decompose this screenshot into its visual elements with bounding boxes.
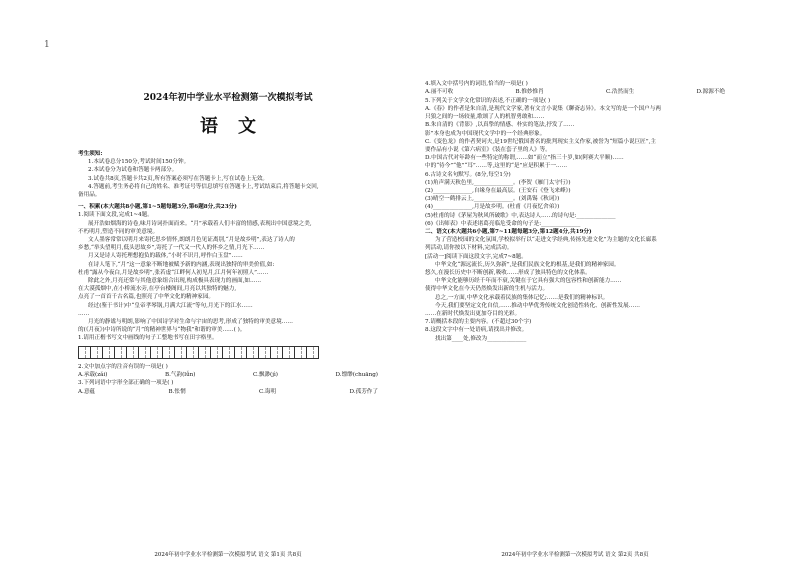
section2-heading: 二、语文(本大题共6小题,第7~11题每题3分,第12题4分,共19分) [425, 228, 592, 235]
activity-line: 中华文化“源远流长,历久弥新”,是我们民族文化的根基,是我们的精神家园。 [435, 261, 620, 268]
q6-blank[interactable]: (2)______________,自缘身在最高层。(王安石《登飞来峰》) [425, 187, 571, 194]
question-2: 2.文中加点字的注音有误的一项是( ) [78, 363, 168, 370]
notice-line: 3.试卷共8页,答题卡共2页,所有答案必须写在答题卡上,写在试卷上无效。 [88, 175, 269, 182]
section1-heading: 一、积累(本大题共8小题,第1~5题每题3分,第6题8分,共23分) [78, 204, 237, 211]
question-1: 1.请用正楷书写文中画线的句子工整地书写在田字格里。 [78, 335, 218, 342]
exam-title: 2024年初中学业水平检测第一次模拟考试 [143, 93, 313, 103]
q6-blank[interactable]: (5)杜甫的诗《茅屋为秋风所破歌》中,表达诗人……的诗句是:______________ [425, 212, 616, 219]
question-6: 6.古诗文名句默写。(8分,每空1分) [425, 171, 511, 178]
question-5: 5.下列关于文学文化常识的表述,不正确的一项是( ) [425, 97, 551, 104]
question-8: 8.这段文字中有一处语病,请找出并修改。 [425, 327, 528, 334]
q5-line: D.中国古代对年龄有一些特定的称谓,……如“而立”指三十岁,如(阿赛大平顺)…… [425, 155, 624, 162]
activity-intro: 列活动,请你按以下材料,完成活动。 [425, 245, 513, 252]
passage-line: 月又是诗人寄托理想抱负的载体,“小时不识月,呼作白玉盘”…… [88, 253, 243, 260]
option-d: D.孤芳作了 [349, 388, 378, 395]
q2-options [78, 371, 378, 380]
passage-line: 经过(鉴于书计)中“皇帝孝琴锅,月满大江流”等句,月光下的江水…… [88, 302, 253, 309]
notice-line: 2.本试卷分为试卷和答题卡两部分。 [88, 167, 178, 174]
option-c: C.飘渺(jì) [253, 371, 278, 378]
passage-line: 杜甫“露从今夜白,月是故乡明”,张若虚“江畔何人初见月,江月何年初照人”…… [78, 269, 269, 276]
option-d: D.缥缈(chuāng) [335, 371, 378, 378]
activity-line: ……在新时代焕发出更加夺目的光彩。 [425, 310, 521, 317]
question-7: 7.请概括本段的主要内容。(不超过30个字) [425, 319, 532, 326]
activity-heading: [活动一]阅读下面这段文字,完成7~8题。 [425, 253, 527, 260]
q8-answer-blank[interactable]: 找出第____处,修改为______________ [435, 335, 527, 342]
page-footer: 2024年初中学业水平检测第一次模拟考试 语文 第1页 共8页 [154, 552, 302, 558]
notice-heading: 考生须知: [78, 151, 103, 157]
passage-line: …… [78, 310, 90, 317]
q3-options [78, 388, 378, 397]
option-b: B.气韵(lǚn) [165, 371, 196, 378]
option-c: C.浩然而生 [606, 89, 635, 96]
passage-line: 在诗人笔下,“月”这一意象不断地被赋予新的内涵,表现出独特的审美价值,如: [88, 261, 275, 268]
passage-line: 除此之外,月亮还常与其他意象组合出现,构成极具表现力的画面,如…… [88, 278, 262, 285]
notice-line: 备用品。 [78, 192, 101, 199]
q5-line: 影”本身也成为中国现代文学中的一个经典形象。 [425, 130, 546, 137]
q5-line: B.朱自清的《背影》,以真挚的情感、朴实的笔法,抒发了…… [425, 122, 575, 129]
page-footer: 2024年初中学业水平检测第一次模拟考试 语文 第2页 共8页 [501, 552, 649, 558]
q5-line: A.《春》的作者是朱自清,是现代文学家,著有文言小说集《聊斋志异》。本文写的是一个国户与两 [425, 105, 661, 112]
activity-line: 使得中华文化在今天仍然焕发出新的生机与活力。 [425, 286, 549, 293]
activity-intro: 为了营造校园的文化氛围,学校拟举行以“走进文学经典,传扬先进文化”为主题的文化长廊系 [435, 237, 657, 244]
activity-line: 悠久,在漫长历史中不断创新,吸收……形成了独具特色的文化体系。 [425, 269, 591, 276]
passage-line: 不朽明月,塑造不同的审美意境。 [78, 228, 159, 235]
q5-line: 中的“待今”“他”“耳”……等,这里的“是”应是积累于一…… [425, 163, 568, 170]
option-a: A.承载(zǎi) [78, 371, 108, 378]
corner-mark: 1 [44, 40, 50, 50]
exam-page-left [78, 28, 378, 558]
notice-line: 1.本试卷总分150分,考试时间150分钟。 [88, 159, 190, 166]
exam-page-right [425, 28, 725, 558]
passage-line: 的(《月夜》)中诗所说的“月”的精神世界与“物我”和谐的审美……( )。 [78, 327, 246, 334]
q6-blank[interactable]: (4)______________,月是故乡明。(杜甫《月夜忆舍弟》) [425, 204, 560, 211]
q6-blank[interactable]: (6)《出师表》中表述诸葛亮临危受命的句子是:______________ [425, 220, 581, 227]
activity-line: 总之,一方面,中华文化承载着民族的集体记忆;……是我们的精神标识。 [435, 294, 609, 301]
passage-line: 展开浩如烟海的诗卷,味月诗词扑面而来。“月”承载着人们丰富的情感,表现出中国意境之美, [88, 220, 312, 227]
option-a: A.意蕴 [78, 388, 96, 395]
q6-blank[interactable]: (3)晴空一鹤排云上,______________。(刘禹锡《秋词》) [425, 196, 560, 203]
passage-line: 在大漠孤烟中,在小桥流水旁,在亭台楼阁间,月亮以其独特的魅力, [78, 286, 237, 293]
writing-grid[interactable] [78, 346, 378, 359]
option-b: B.惟妙惟肖 [515, 89, 544, 96]
q5-line: 只狼之间的一场较量,歌颂了人的机智勇敢和…… [425, 114, 545, 121]
passage-line: 点亮了一首首千古名篇,也照亮了中华文化的精神家园。 [78, 294, 215, 301]
q5-line: 要作品有小说《第六病室》《装在套子里的人》等。 [425, 146, 551, 153]
option-c: C.诲明 [259, 388, 277, 395]
reading-intro: 1.阅读下面文段,完成1~4题。 [78, 212, 153, 219]
q5-line: C.《变色龙》的作者契诃夫,是19世纪俄国著名的批判现实主义作家,被誉为“短篇小说巨匠”,主 [425, 138, 656, 145]
question-4: 4.填入文中括号内的词语,恰当的一项是( ) [425, 81, 528, 87]
activity-line: 今天,我们要坚定文化自信,……推动中华优秀传统文化创造性转化、创新性发展…… [435, 302, 640, 309]
q4-options [425, 88, 725, 97]
passage-line: 文人墨客常常以明月来寄托思乡情怀,朗朗月色见证离别,“月是故乡明”,表达了诗人的 [88, 237, 295, 244]
notice-line: 4.答题前,考生务必将自己的姓名、准考证号等信息填写在答题卡上,考试结束后,将答题卡交回, [88, 183, 319, 190]
subject-title: 语文 [200, 116, 276, 137]
activity-line: 中华文化能够历经千年而不衰,关键在于它具有强大的包容性和创新能力…… [435, 278, 622, 285]
passage-line: 乡愁,“举头望明月,低头思故乡”,寄托了一代又一代人的怀乡之情,月光下…… [78, 245, 265, 252]
option-d: D.源源不绝 [696, 89, 725, 96]
option-b: B.怅惘 [168, 388, 186, 395]
option-a: A.丽不可收 [425, 89, 454, 96]
passage-line: 月光的静谧与明朗,影响了中国诗学对生命与宇宙的思考,形成了独特的审美意境…… [88, 319, 293, 326]
question-3: 3.下列词语中字形全部正确的一项是( ) [78, 380, 174, 387]
q6-blank[interactable]: (1)角声满天秋色里,______________。(李贺《雁门太守行》) [425, 179, 571, 186]
